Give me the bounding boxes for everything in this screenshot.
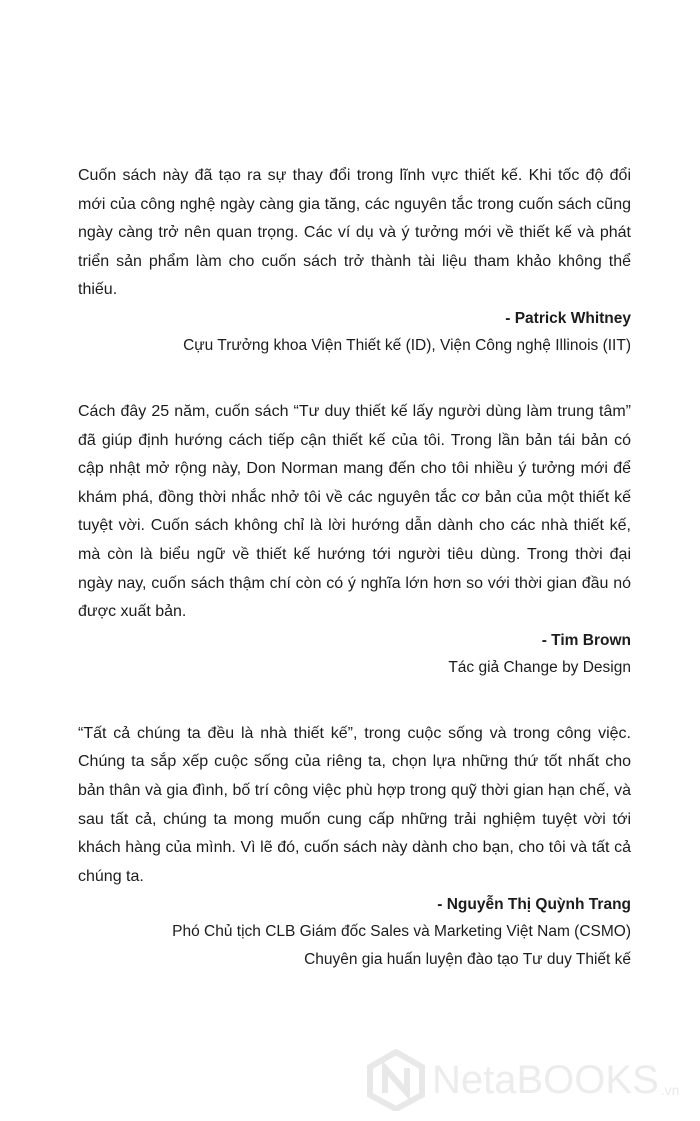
page-content <box>78 162 631 1012</box>
quote-text: Cuốn sách này đã tạo ra sự thay đổi trong lĩnh vực thiết kế. Khi tốc độ đổi mới của công nghệ ngày càng gia tăng, các nguyên tắc trong cuốn sách cũng ngày càng trở nên quan trọng. Các ví dụ và ý tưởng mới về thiết kế và phát triển sản phẩm làm cho cuốn sách trở thành tài liệu tham khảo không thể thiếu. <box>78 167 631 299</box>
author-role: Phó Chủ tịch CLB Giám đốc Sales và Marketing Việt Nam (CSMO) <box>172 923 631 941</box>
quote-block <box>78 720 631 975</box>
author-role: Cựu Trưởng khoa Viện Thiết kế (ID), Viện Công nghệ Illinois (IIT) <box>183 336 631 354</box>
quote-text: “Tất cả chúng ta đều là nhà thiết kế”, trong cuộc sống và trong công việc. Chúng ta sắp xếp cuộc sống của riêng ta, chọn lựa những thứ tốt nhất cho bản thân và gia đình, bố trí công việc phù hợp trong quỹ thời gian hạn chế, và sau tất cả, chúng ta mong muốn cung cấp những trải nghiệm tuyệt vời tới khách hàng của mình. Vì lẽ đó, cuốn sách này dành cho bạn, cho tôi và tất cả chúng ta. <box>78 724 631 885</box>
watermark-suffix: .vn <box>660 1082 680 1098</box>
netabooks-watermark <box>366 1048 696 1112</box>
quote-author: - Nguyễn Thị Quỳnh Trang <box>437 896 631 914</box>
author-role: Chuyên gia huấn luyện đào tạo Tư duy Thiết kế <box>304 951 631 969</box>
quote-block <box>78 162 631 360</box>
quote-author: - Patrick Whitney <box>505 309 631 327</box>
author-role: Tác giả Change by Design <box>448 658 631 676</box>
watermark-brand: NetaBOOKS <box>432 1057 659 1102</box>
quote-text: Cách đây 25 năm, cuốn sách “Tư duy thiết kế lấy người dùng làm trung tâm” đã giúp định hướng cách tiếp cận thiết kế của tôi. Trong lần bản tái bản có cập nhật mở rộng này, Don Norman mang đến cho tôi nhiều ý tưởng mới để khám phá, đồng thời nhắc nhở tôi về các nguyên tắc cơ bản của một thiết kế tuyệt vời. Cuốn sách không chỉ là lời hướng dẫn dành cho các nhà thiết kế, mà còn là biểu ngữ về thiết kế hướng tới người tiêu dùng. Trong thời đại ngày nay, cuốn sách thậm chí còn có ý nghĩa lớn hơn so với thời gian đầu nó được xuất bản. <box>78 402 631 621</box>
netabooks-logo-icon <box>366 1049 426 1111</box>
quote-author: - Tim Brown <box>541 631 631 649</box>
quote-block <box>78 398 631 682</box>
